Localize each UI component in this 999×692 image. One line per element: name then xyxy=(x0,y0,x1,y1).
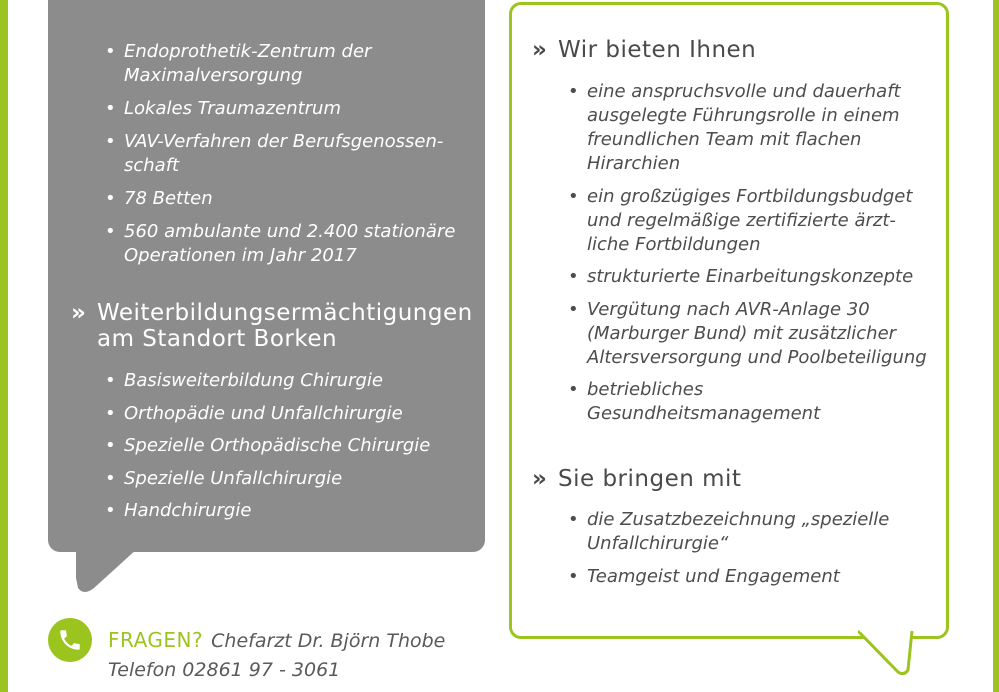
list-item: • VAV-Verfahren der Berufsgenossen-schaft xyxy=(104,130,474,178)
contact-block xyxy=(48,618,508,688)
gray-bubble-tail xyxy=(74,548,138,592)
contact-line xyxy=(108,627,445,654)
requirements-heading-text: Sie bringen mit xyxy=(558,466,742,492)
green-bubble-tail xyxy=(858,628,924,676)
list-item: • Spezielle Unfallchirurgie xyxy=(104,467,474,491)
list-item: • Teamgeist und Engagement xyxy=(567,565,932,589)
list-item: • 560 ambulante und 2.400 stationäre Operationen im Jahr 2017 xyxy=(104,220,474,268)
left-green-border xyxy=(0,0,8,692)
list-item: • die Zusatzbezeichnung „spezielle Unfallchirurgie“ xyxy=(567,508,932,556)
phone-glyph xyxy=(57,627,83,653)
list-item: • Basisweiterbildung Chirurgie xyxy=(104,369,474,393)
list-item: • betriebliches Gesundheitsmanagement xyxy=(567,378,932,426)
chevron-icon: » xyxy=(532,37,542,63)
right-green-border xyxy=(993,0,999,692)
list-item: • Handchirurgie xyxy=(104,499,474,523)
questions-label: FRAGEN? xyxy=(108,628,204,652)
training-list xyxy=(104,369,474,532)
list-item: • Spezielle Orthopädische Chirurgie xyxy=(104,434,474,458)
location-facts-list xyxy=(104,40,474,277)
chevron-icon: » xyxy=(532,466,542,492)
phone-icon xyxy=(48,618,92,662)
offer-heading-text: Wir bieten Ihnen xyxy=(558,37,757,63)
requirements-list xyxy=(567,508,932,597)
requirements-heading xyxy=(532,466,741,492)
training-heading xyxy=(71,300,481,352)
chevron-icon: » xyxy=(71,300,81,326)
list-item: • Orthopädie und Unfallchirurgie xyxy=(104,402,474,426)
list-item: • strukturierte Einarbeitungskonzepte xyxy=(567,265,932,289)
list-item: • Endoprothetik-Zentrum der Maximalversorgung xyxy=(104,40,474,88)
training-heading-text: Weiterbildungsermächtigungen am Standort Borken xyxy=(97,300,473,352)
offer-heading xyxy=(532,37,756,63)
list-item: • Lokales Traumazentrum xyxy=(104,97,474,121)
list-item: • 78 Betten xyxy=(104,187,474,211)
list-item: • Vergütung nach AVR-Anlage 30 (Marburger Bund) mit zusätzlicher Altersversorgung und Poolbeteiligung xyxy=(567,298,932,370)
list-item: • ein großzügiges Fortbildungsbudget und regelmäßige zertifizierte ärzt-liche Fortbildungen xyxy=(567,185,932,257)
contact-person: Chefarzt Dr. Björn Thobe xyxy=(211,630,446,652)
offer-list xyxy=(567,80,932,435)
list-item: • eine anspruchsvolle und dauerhaft ausgelegte Führungsrolle in einem freundlichen Team mit flachen Hirarchien xyxy=(567,80,932,176)
contact-phone[interactable]: Telefon 02861 97 - 3061 xyxy=(108,659,341,681)
